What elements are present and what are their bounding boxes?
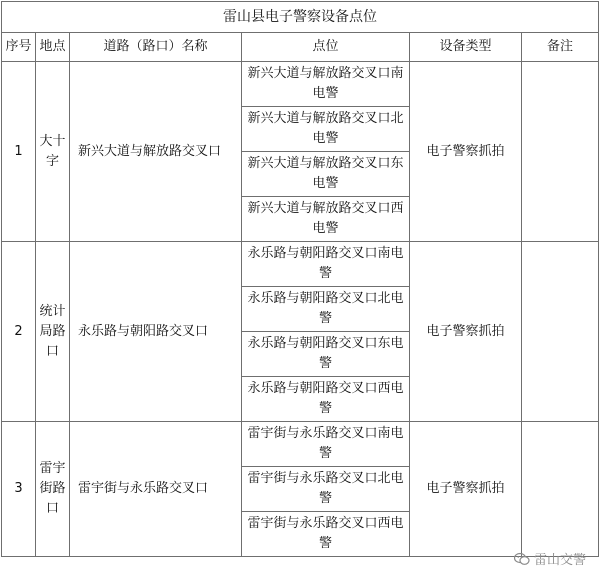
wechat-icon bbox=[514, 552, 530, 566]
cell-road: 永乐路与朝阳路交叉口 bbox=[70, 242, 242, 422]
cell-road: 新兴大道与解放路交叉口 bbox=[70, 62, 242, 242]
table-row bbox=[2, 62, 599, 107]
cell-point: 永乐路与朝阳路交叉口东电警 bbox=[242, 332, 410, 377]
header-point: 点位 bbox=[242, 33, 410, 62]
table-row bbox=[2, 242, 599, 287]
cell-point: 永乐路与朝阳路交叉口西电警 bbox=[242, 377, 410, 422]
cell-road: 雷宇街与永乐路交叉口 bbox=[70, 422, 242, 557]
cell-index: 2 bbox=[2, 242, 36, 422]
table-title: 雷山县电子警察设备点位 bbox=[2, 2, 599, 33]
cell-place: 统计局路口 bbox=[36, 242, 70, 422]
cell-note bbox=[522, 62, 599, 242]
cell-point: 新兴大道与解放路交叉口北电警 bbox=[242, 107, 410, 152]
table-row bbox=[2, 422, 599, 467]
cell-point: 雷宇街与永乐路交叉口北电警 bbox=[242, 467, 410, 512]
cell-point: 永乐路与朝阳路交叉口南电警 bbox=[242, 242, 410, 287]
cell-place: 大十字 bbox=[36, 62, 70, 242]
header-index: 序号 bbox=[2, 33, 36, 62]
cell-point: 永乐路与朝阳路交叉口北电警 bbox=[242, 287, 410, 332]
cell-note bbox=[522, 422, 599, 557]
header-row bbox=[2, 33, 599, 62]
header-place: 地点 bbox=[36, 33, 70, 62]
cell-note bbox=[522, 242, 599, 422]
header-type: 设备类型 bbox=[410, 33, 522, 62]
cell-type: 电子警察抓拍 bbox=[410, 242, 522, 422]
cell-point: 新兴大道与解放路交叉口东电警 bbox=[242, 152, 410, 197]
watermark-text: 雷山交警 bbox=[533, 553, 586, 568]
title-row bbox=[2, 2, 599, 33]
header-note: 备注 bbox=[522, 33, 599, 62]
cell-type: 电子警察抓拍 bbox=[410, 62, 522, 242]
cell-index: 3 bbox=[2, 422, 36, 557]
header-road: 道路（路口）名称 bbox=[70, 33, 242, 62]
cell-point: 新兴大道与解放路交叉口南电警 bbox=[242, 62, 410, 107]
cell-point: 雷宇街与永乐路交叉口西电警 bbox=[242, 512, 410, 557]
cell-point: 新兴大道与解放路交叉口西电警 bbox=[242, 197, 410, 242]
cell-place: 雷宇街路口 bbox=[36, 422, 70, 557]
cell-index: 1 bbox=[2, 62, 36, 242]
cell-point: 雷宇街与永乐路交叉口南电警 bbox=[242, 422, 410, 467]
watermark bbox=[514, 549, 586, 568]
cell-type: 电子警察抓拍 bbox=[410, 422, 522, 557]
device-table bbox=[1, 1, 599, 557]
